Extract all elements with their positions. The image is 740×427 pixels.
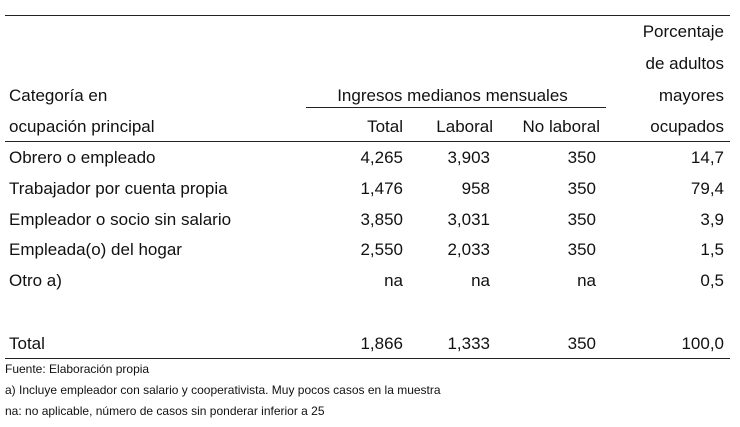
row-laboral: na (471, 271, 490, 290)
header-bottom-rule (5, 141, 730, 142)
row-total: 4,265 (360, 148, 403, 167)
row-laboral: 3,903 (447, 148, 490, 167)
source-note: Fuente: Elaboración propia (5, 362, 150, 376)
row-no-laboral: 350 (567, 148, 596, 167)
table-bottom-rule (5, 358, 730, 359)
pct-header-line-3: mayores (658, 86, 724, 105)
category-header-line-2: ocupación principal (9, 117, 155, 136)
row-category: Trabajador por cuenta propia (9, 179, 228, 198)
row-laboral: 3,031 (447, 210, 490, 229)
pct-header-line-4: ocupados (650, 117, 724, 136)
row-pct: 0,5 (700, 271, 724, 290)
row-total: na (384, 271, 403, 290)
category-header-line-1: Categoría en (9, 86, 108, 105)
row-laboral: 958 (461, 179, 490, 198)
total-row-laboral: 1,333 (447, 334, 490, 353)
pct-header-line-2: de adultos (645, 54, 724, 73)
footnote-a: a) Incluye empleador con salario y cooperativista. Muy pocos casos en la muestra (5, 383, 441, 397)
row-total: 2,550 (360, 240, 403, 259)
row-pct: 79,4 (690, 179, 724, 198)
col-header-laboral: Laboral (436, 117, 493, 136)
pct-header-line-1: Porcentaje (642, 22, 724, 41)
row-category: Empleador o socio sin salario (9, 210, 232, 229)
row-total: 1,476 (360, 179, 403, 198)
row-category: Obrero o empleado (9, 148, 156, 167)
row-no-laboral: na (577, 271, 596, 290)
income-group-rule (306, 107, 606, 108)
total-row-pct: 100,0 (681, 334, 724, 353)
row-pct: 3,9 (700, 210, 724, 229)
row-no-laboral: 350 (567, 179, 596, 198)
total-row-category: Total (9, 334, 45, 353)
row-category: Otro a) (9, 271, 62, 290)
total-row-no-laboral: 350 (567, 334, 596, 353)
col-header-no-laboral: No laboral (522, 117, 600, 136)
row-laboral: 2,033 (447, 240, 490, 259)
total-row-total: 1,866 (360, 334, 403, 353)
col-header-total: Total (367, 117, 403, 136)
row-pct: 14,7 (690, 148, 724, 167)
row-category: Empleada(o) del hogar (9, 240, 182, 259)
row-total: 3,850 (360, 210, 403, 229)
row-no-laboral: 350 (567, 240, 596, 259)
footnote-na: na: no aplicable, número de casos sin ponderar inferior a 25 (5, 404, 325, 418)
row-no-laboral: 350 (567, 210, 596, 229)
row-pct: 1,5 (700, 240, 724, 259)
table-top-rule (5, 15, 730, 16)
income-group-header: Ingresos medianos mensuales (337, 86, 568, 105)
